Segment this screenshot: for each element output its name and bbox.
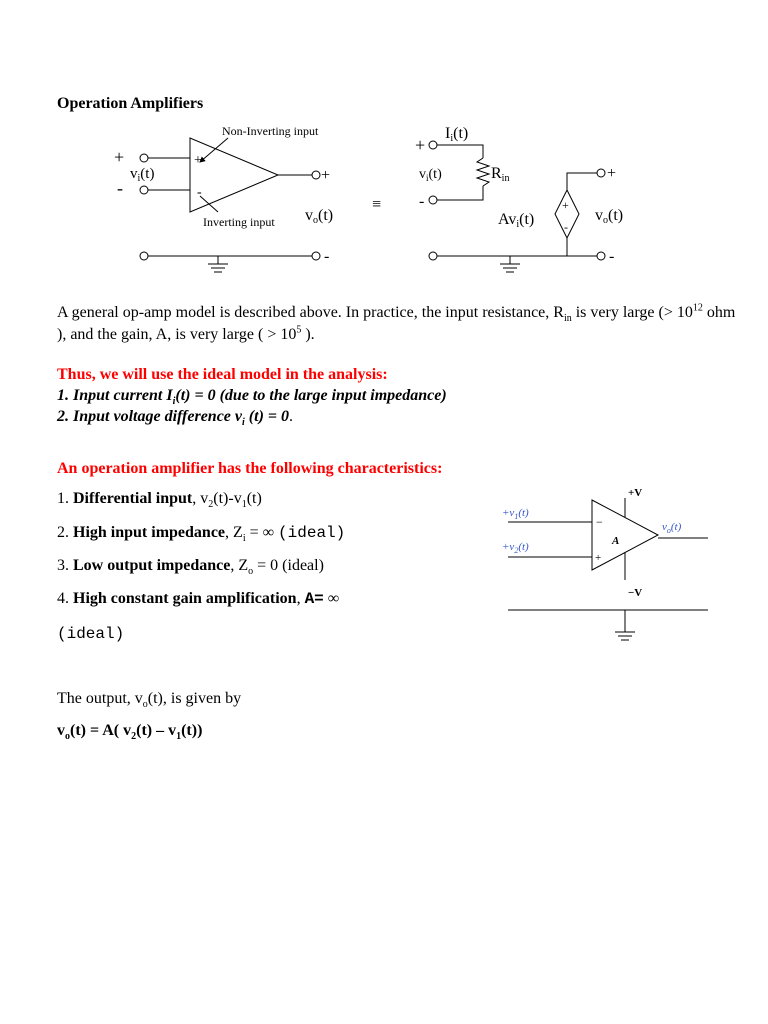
- ground-icon: [500, 256, 520, 272]
- input-minus-sign: -: [117, 178, 123, 198]
- intro-paragraph: A general op-amp model is described above. In practice, the input resistance, $R_{in}$ is very large (> $10^{12}$ ohm ), and the gain, A, is very large ( > $10^5$ ).: [57, 302, 736, 343]
- ground-icon: [208, 256, 228, 272]
- non-inverting-label: Non-Inverting input: [222, 124, 319, 138]
- vi-label: $v_i(t)$: [130, 166, 155, 184]
- amp-plus-terminal: +: [194, 153, 202, 168]
- source-minus: -: [564, 220, 568, 234]
- model-out-plus: +: [607, 165, 617, 182]
- model-vo-label: vo(t): [595, 207, 624, 226]
- input-current-label: Ii(t): [445, 125, 469, 144]
- output-label: $v_o(t)$: [662, 521, 682, 535]
- ground-icon: [615, 632, 635, 640]
- vo-label: vo(t): [305, 207, 334, 226]
- rin-resistor: [477, 158, 489, 186]
- model-input-plus: [429, 141, 437, 149]
- op-amp-triangle: [190, 138, 278, 212]
- characteristic-3: 3. Low output impedance, $Z_o = 0$ (ideal): [57, 557, 324, 578]
- ideal-item-2: 2. Input voltage difference $v_i$ (t) = 0.: [57, 408, 294, 429]
- input-2-label: $+v_2(t)$: [502, 541, 529, 555]
- characteristic-2: 2. High input impedance, $Z_i$ = ∞ (ideal): [57, 524, 346, 545]
- output-terminal: [312, 171, 320, 179]
- ground-terminal-left: [140, 252, 148, 260]
- gain-label: A: [612, 535, 620, 547]
- characteristic-1: 1. Differential input, $v_2(t)-v_1(t)$: [57, 490, 262, 511]
- equivalent-model-diagram: [405, 118, 635, 278]
- ideal-model-heading: Thus, we will use the ideal model in the analysis:: [57, 366, 388, 383]
- input-1-label: $+v_1(t)$: [502, 507, 529, 521]
- rin-label: Rin: [491, 165, 510, 184]
- ideal-item-1: 1. Input current $I_i(t) = 0$ (due to the large input impedance): [57, 387, 447, 408]
- negative-supply-label: −V: [628, 587, 643, 599]
- output-minus: -: [324, 248, 330, 265]
- characteristic-4: 4. High constant gain amplification, A= ∞: [57, 590, 340, 608]
- output-equation: $v_o(t) = A$( $v_2(t) - v_1(t)$): [57, 722, 203, 743]
- opamp-supply-diagram: [498, 480, 713, 655]
- output-plus: +: [321, 167, 331, 184]
- model-ground-right: [597, 252, 605, 260]
- model-vi-label: $v_i(t)$: [419, 167, 442, 183]
- ground-terminal-right: [312, 252, 320, 260]
- characteristics-heading: An operation amplifier has the following characteristics:: [57, 460, 443, 477]
- input-plus-sign: +: [114, 147, 125, 167]
- model-input-minus: [429, 196, 437, 204]
- model-plus-sign: +: [415, 135, 426, 155]
- model-minus-sign: -: [419, 193, 425, 210]
- positive-supply-label: +V: [628, 487, 643, 499]
- page-title: Operation Amplifiers: [57, 95, 204, 112]
- output-sentence: The output, $v_o(t)$, is given by: [57, 690, 242, 711]
- input-terminal-plus: [140, 154, 148, 162]
- noninverting-terminal: +: [595, 552, 602, 564]
- input-terminal-minus: [140, 186, 148, 194]
- model-ground-left: [429, 252, 437, 260]
- model-out-minus: -: [609, 248, 615, 265]
- characteristic-4-ideal: (ideal): [57, 625, 125, 643]
- model-output-plus: [597, 169, 605, 177]
- equivalence-symbol: ≡: [372, 196, 382, 213]
- amp-minus-terminal: -: [197, 185, 202, 200]
- inverting-label: Inverting input: [203, 215, 275, 229]
- source-plus: +: [562, 198, 569, 212]
- op-amp-diagram: [100, 118, 350, 278]
- inverting-terminal: −: [596, 515, 603, 529]
- source-label: Avi(t): [498, 211, 535, 230]
